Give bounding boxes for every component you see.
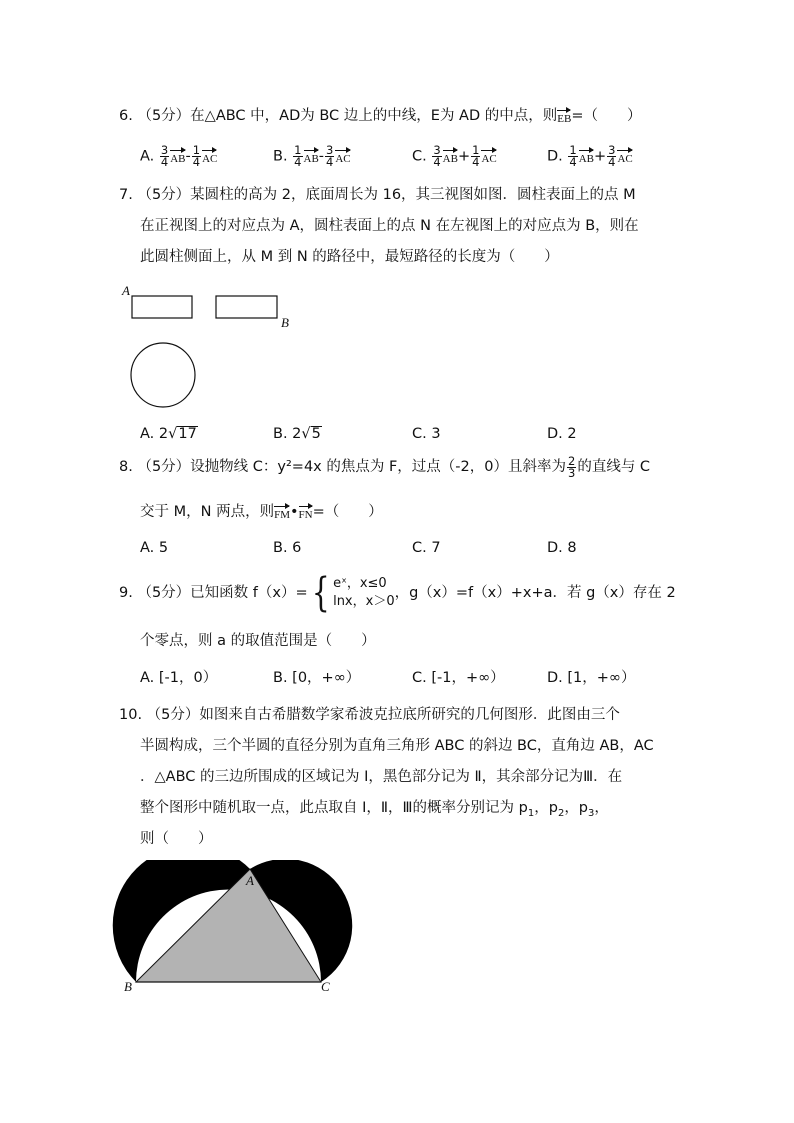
piecewise-cases: eˣ，x≤0 lnx，x＞0 bbox=[333, 576, 395, 609]
fraction: $\frac{1}{4}$ bbox=[569, 143, 577, 169]
q7-option-a[interactable]: A. 2√17 bbox=[140, 426, 197, 442]
q10-stem-line1: 10. （5分）如图来自古希腊数学家希波克拉底所研究的几何图形．此图由三个 bbox=[119, 707, 620, 723]
vector-ab: AB bbox=[579, 148, 594, 165]
q8-option-c[interactable]: C. 7 bbox=[412, 540, 441, 556]
q10-stem-line3: ．△ABC 的三边所围成的区域记为 I，黑色部分记为 Ⅱ，其余部分记为Ⅲ．在 bbox=[140, 769, 623, 785]
slope-fraction: $\frac{2}{3}$ bbox=[568, 453, 576, 480]
q6-option-c[interactable]: C. $\frac{3}{4}$ AB+ $\frac{1}{4}$ AC bbox=[412, 143, 497, 169]
piecewise-brace: { bbox=[311, 570, 330, 616]
q9-stem-line2: 个零点，则 a 的取值范围是（ ） bbox=[140, 633, 376, 649]
q10-stem-line2: 半圆构成，三个半圆的直径分别为直角三角形 ABC 的斜边 BC，直角边 AB，AC bbox=[140, 738, 654, 754]
q7-option-d[interactable]: D. 2 bbox=[547, 426, 577, 442]
figure-label-a: A bbox=[246, 873, 254, 888]
sqrt-radicand: 5 bbox=[311, 426, 321, 442]
fraction: $\frac{1}{4}$ bbox=[294, 143, 302, 169]
q7-stem-line3: 此圆柱侧面上，从 M 到 N 的路径中，最短路径的长度为（ ） bbox=[140, 249, 559, 265]
side-view-rect bbox=[216, 296, 277, 318]
fraction: $\frac{1}{4}$ bbox=[192, 143, 201, 169]
q10-stem-line4: 整个图形中随机取一点，此点取自 Ⅰ，Ⅱ，Ⅲ的概率分别记为 $p_1$，$p_2$，$p_3$， bbox=[140, 800, 609, 819]
q8-stem-line1: 8. （5分）设抛物线 C：y²=4x 的焦点为 F，过点（-2，0）且斜率为 $\frac{2}{3}$ 的直线与 C bbox=[119, 453, 651, 480]
q7-option-b[interactable]: B. 2√5 bbox=[273, 426, 321, 442]
fraction: $\frac{3}{4}$ bbox=[326, 143, 334, 169]
vector-ab: AB bbox=[304, 148, 319, 165]
fraction: $\frac{3}{4}$ bbox=[433, 143, 441, 169]
vector-ac: AC bbox=[481, 148, 496, 165]
q7-option-c[interactable]: C. 3 bbox=[412, 426, 441, 442]
q7-stem-line1: 7. （5分）某圆柱的高为 2，底面周长为 16，其三视图如图．圆柱表面上的点 M bbox=[119, 187, 636, 203]
vector-fm: FM bbox=[274, 504, 290, 521]
q8-option-b[interactable]: B. 6 bbox=[273, 540, 302, 556]
q9-stem-line1: 9. （5分）已知函数 f（x）={ eˣ，x≤0 lnx，x＞0 ，g（x）=f（x）+x+a．若 g（x）存在 2 bbox=[119, 570, 676, 616]
q8-option-a[interactable]: A. 5 bbox=[140, 540, 169, 556]
vector-fn: FN bbox=[299, 504, 313, 521]
top-view-circle bbox=[131, 343, 195, 407]
vector-ab: AB bbox=[170, 148, 185, 165]
q6-option-a[interactable]: A. $\frac{3}{4}$ AB- $\frac{1}{4}$ AC bbox=[140, 143, 218, 169]
q10-stem-line5: 则（ ） bbox=[140, 831, 213, 847]
q6-option-d[interactable]: D. $\frac{1}{4}$ AB+ $\frac{3}{4}$ AC bbox=[547, 143, 633, 169]
fraction: $\frac{3}{4}$ bbox=[608, 143, 616, 169]
q6-stem: 6. （5分）在△ABC 中，AD为 BC 边上的中线，E为 AD 的中点，则EB=（ ） bbox=[119, 108, 642, 125]
q9-option-a[interactable]: A. [-1，0） bbox=[140, 670, 218, 686]
q8-option-d[interactable]: D. 8 bbox=[547, 540, 577, 556]
sqrt-radicand: 17 bbox=[178, 426, 197, 442]
vector-ac: AC bbox=[202, 148, 217, 165]
vector-ac: AC bbox=[617, 148, 632, 165]
q7-stem-line2: 在正视图上的对应点为 A，圆柱表面上的点 N 在左视图上的对应点为 B，则在 bbox=[140, 218, 639, 234]
fraction: $\frac{1}{4}$ bbox=[472, 143, 480, 169]
q9-option-b[interactable]: B. [0，+∞） bbox=[273, 670, 361, 686]
vector-eb: EB bbox=[557, 108, 571, 125]
q8-stem-line2: 交于 M，N 两点，则FM•FN=（ ） bbox=[140, 504, 383, 521]
figure-label-b: B bbox=[281, 315, 289, 330]
q9-option-c[interactable]: C. [-1，+∞） bbox=[412, 670, 505, 686]
vector-ab: AB bbox=[443, 148, 458, 165]
q6-option-b[interactable]: B. $\frac{1}{4}$ AB- $\frac{3}{4}$ AC bbox=[273, 143, 351, 169]
vector-ac: AC bbox=[335, 148, 350, 165]
figure-label-a: A bbox=[122, 283, 130, 298]
figure-label-c: C bbox=[321, 979, 330, 994]
figure-label-b: B bbox=[124, 979, 132, 994]
three-view-figure bbox=[115, 283, 315, 413]
q9-option-d[interactable]: D. [1，+∞） bbox=[547, 670, 636, 686]
front-view-rect bbox=[132, 296, 192, 318]
fraction: $\frac{3}{4}$ bbox=[160, 143, 169, 169]
